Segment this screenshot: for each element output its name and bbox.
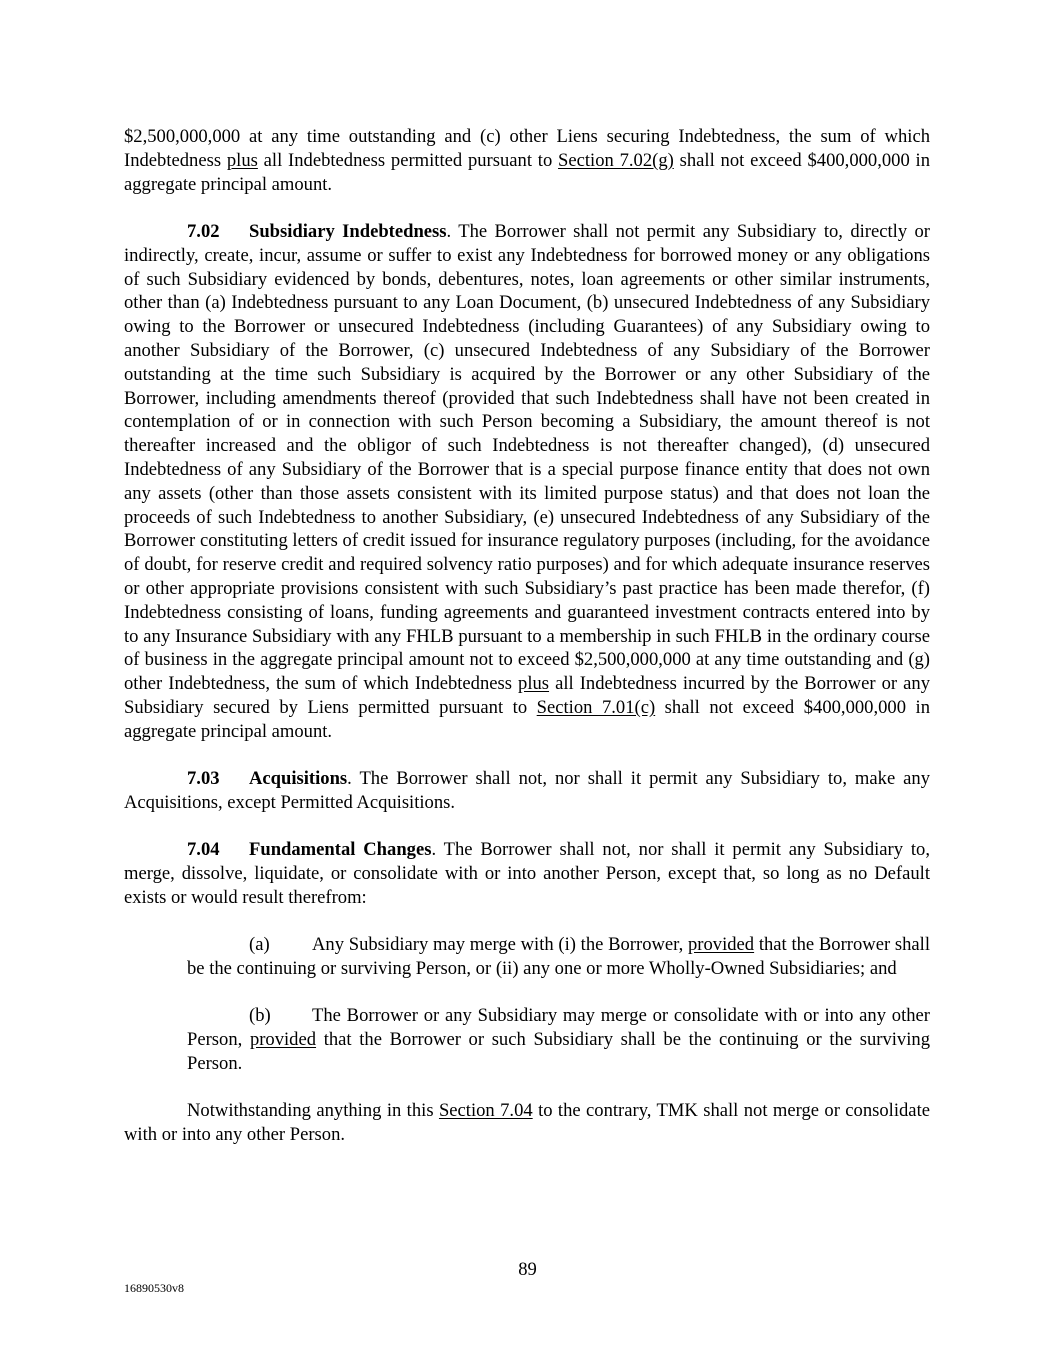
section-number: 7.04 bbox=[187, 839, 220, 861]
section-title: Fundamental Changes bbox=[249, 839, 432, 861]
page-number: 89 bbox=[518, 1259, 537, 1280]
clause-b: (b) The Borrower or any Subsidiary may merge or consolidate with or into any other Person, provided that the Borrower or such Subsidiary shall be the continuing or the surviving Person. bbox=[187, 1005, 930, 1075]
section-number: 7.02 bbox=[187, 220, 220, 242]
document-id: 16890530v8 bbox=[124, 1281, 184, 1295]
clause-label: (b) bbox=[249, 1005, 271, 1027]
section-title: Subsidiary Indebtedness bbox=[249, 220, 447, 242]
document-body bbox=[124, 125, 930, 1147]
provided-term: provided bbox=[249, 1029, 317, 1051]
section-title: Acquisitions bbox=[249, 768, 348, 790]
section-reference: Section 7.02(g) bbox=[558, 149, 674, 171]
section-number: 7.03 bbox=[187, 768, 220, 790]
closing-paragraph: Notwithstanding anything in this Section 7.04 to the contrary, TMK shall not merge or consolidate with or into any other Person. bbox=[124, 1100, 930, 1146]
section-7-02: 7.02 Subsidiary Indebtedness. The Borrower shall not permit any Subsidiary to, directly or indirectly, create, incur, assume or suffer to exist any Indebtedness for borrowed money or any obligations of such Subsidiary evidenced by bonds, debentures, notes, loan agreements or other similar instruments, other than (a) Indebtedness pursuant to any Loan Document, (b) unsecured Indebtedness of any Subsidiary owing to the Borrower or unsecured Indebtedness (including Guarantees) of any Subsidiary owing to another Subsidiary of the Borrower, (c) unsecured Indebtedness of any Subsidiary of the Borrower outstanding at the time such Subsidiary is acquired by the Borrower or any other Subsidiary of the Borrower, including amendments thereof (provided that such Indebtedness shall have not been created in contemplation of or in connection with such Person becoming a Subsidiary, the amount thereof is not thereafter increased and the obligor of such Indebtedness is not thereafter changed), (d) unsecured Indebtedness of any Subsidiary of the Borrower that is a special purpose finance entity that does not own any assets (other than those assets consistent with its limited purpose status) and that does not loan the proceeds of such Indebtedness to another Subsidiary, (e) unsecured Indebtedness of any Subsidiary of the Borrower constituting letters of credit issued for insurance regulatory purposes (including, for the avoidance of doubt, for reserve credit and required solvency ratio purposes) and for which adequate insurance reserves or other appropriate provisions consistent with such Subsidiary’s past practice has been made therefor, (f) Indebtedness consisting of loans, funding agreements and guaranteed investment contracts entered into by to any Insurance Subsidiary with any FHLB pursuant to a membership in such FHLB in the ordinary course of business in the aggregate principal amount not to exceed $2,500,000,000 at any time outstanding and (g) other Indebtedness, the sum of which Indebtedness plus all Indebtedness incurred by the Borrower or any Subsidiary secured by Liens permitted pursuant to Section 7.01(c) shall not exceed $400,000,000 in aggregate principal amount. bbox=[124, 220, 931, 742]
section-7-04: 7.04 Fundamental Changes. The Borrower shall not, nor shall it permit any Subsidiary to, merge, dissolve, liquidate, or consolidate with or into another Person, except that, so long as no Default exists or would result therefrom: bbox=[124, 839, 930, 908]
plus-term: plus bbox=[518, 673, 550, 695]
section-7-03: 7.03 Acquisitions. The Borrower shall not, nor shall it permit any Subsidiary to, make any Acquisitions, except Permitted Acquisitions. bbox=[124, 768, 930, 813]
provided-term: provided bbox=[688, 934, 755, 956]
continued-paragraph: $2,500,000,000 at any time outstanding and (c) other Liens securing Indebtedness, the sum of which Indebtedness plus all Indebtedness permitted pursuant to Section 7.02(g) shall not exceed $400,000,000 in aggregate principal amount. bbox=[124, 126, 931, 195]
section-reference: Section 7.04 bbox=[438, 1100, 533, 1122]
clause-label: (a) bbox=[249, 934, 270, 956]
plus-term: plus bbox=[226, 149, 258, 171]
section-reference: Section 7.01(c) bbox=[536, 696, 656, 718]
clause-a: (a) Any Subsidiary may merge with (i) the Borrower, provided that the Borrower shall be the continuing or surviving Person, or (ii) any one or more Wholly-Owned Subsidiaries; and bbox=[187, 934, 930, 980]
